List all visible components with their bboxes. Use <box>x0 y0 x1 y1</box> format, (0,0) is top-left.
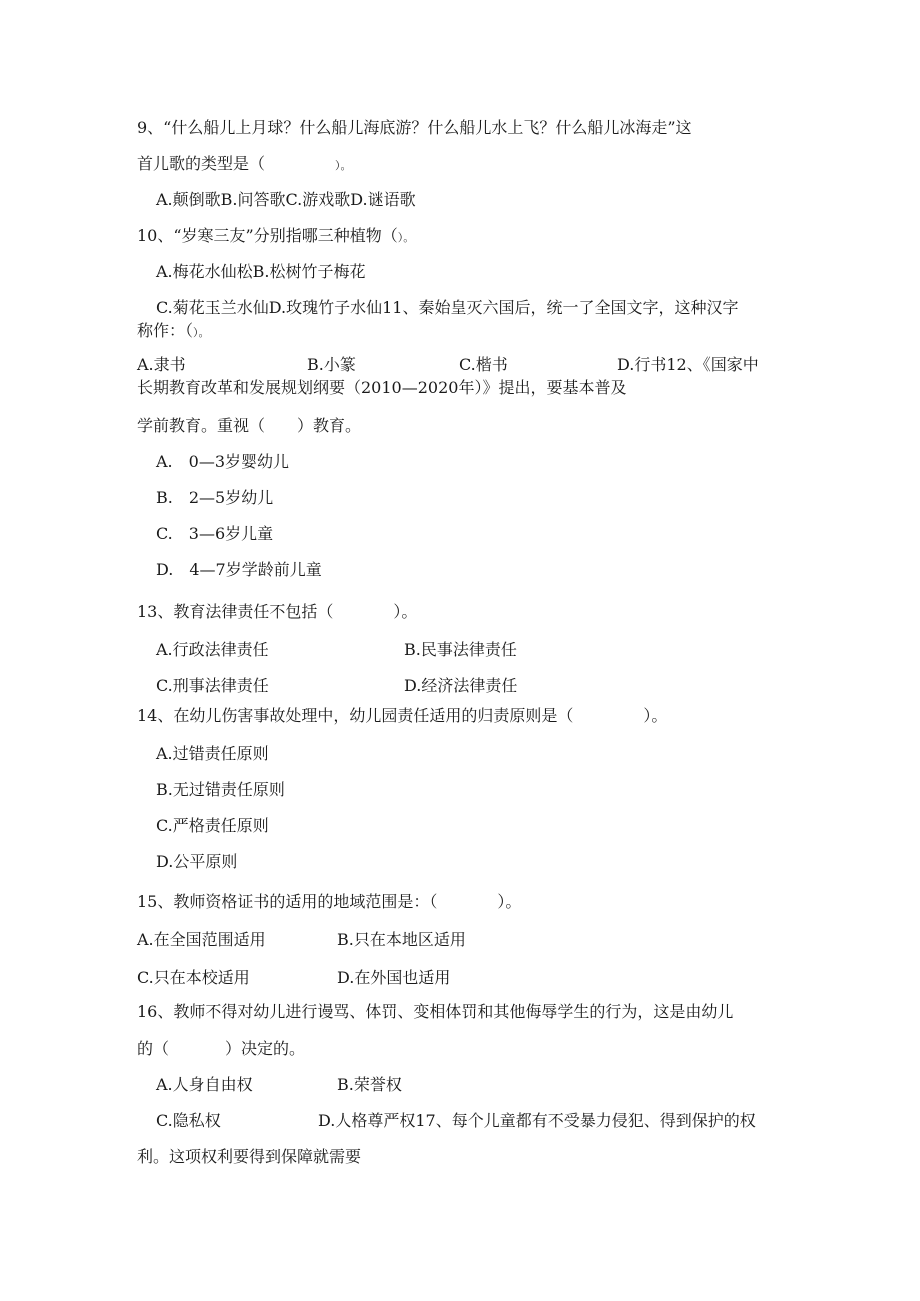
q15-option-a: A.在全国范围适用 <box>137 930 266 949</box>
q12-stem-line2: 长期教育改革和发展规划纲要（2010—2020年）》提出，要基本普及 <box>137 378 627 397</box>
q13-stem <box>137 602 417 622</box>
q16-stem-end: ）决定的。 <box>225 1039 306 1058</box>
q14-stem-text: 14、在幼儿伤害事故处理中，幼儿园责任适用的归责原则是（ <box>137 706 574 725</box>
q10-options-cd-q11-stem: C.菊花玉兰水仙D.玫瑰竹子水仙11、秦始皇灭六国后，统一了全国文字，这种汉字 <box>156 298 739 317</box>
q13-option-c: C.刑事法律责任 <box>156 676 269 695</box>
q14-option-b: B.无过错责任原则 <box>156 780 285 799</box>
q11-stem-end: ）。 <box>193 326 210 339</box>
q15-stem-end: ）。 <box>497 892 522 911</box>
q16-option-a: A.人身自由权 <box>156 1075 253 1094</box>
q16-option-d-q17-stem: D.人格尊严权17、每个儿童都有不受暴力侵犯、得到保护的权 <box>318 1111 756 1130</box>
q16-option-b: B.荣誉权 <box>337 1075 402 1094</box>
q13-stem-text: 13、教育法律责任不包括（ <box>137 602 334 621</box>
q14-option-d: D.公平原则 <box>156 852 238 871</box>
q11-option-a: A.隶书 <box>137 355 186 374</box>
q14-option-c: C.严格责任原则 <box>156 816 269 835</box>
q16-stem-line1: 16、教师不得对幼儿进行谩骂、体罚、变相体罚和其他侮辱学生的行为，这是由幼儿 <box>137 1002 734 1021</box>
q13-option-d: D.经济法律责任 <box>404 676 518 695</box>
q10-stem-text: 10、“岁寒三友”分别指哪三种植物（ <box>137 226 398 245</box>
q13-option-b: B.民事法律责任 <box>404 640 517 659</box>
q14-stem-end: ）。 <box>643 706 668 725</box>
q13-stem-end: ）。 <box>393 602 418 621</box>
q10-stem <box>137 226 414 248</box>
q12-option-b: B. 2—5岁幼儿 <box>156 488 274 507</box>
q16-option-c: C.隐私权 <box>156 1111 221 1130</box>
q14-stem <box>137 706 667 726</box>
q10-stem-end: ）。 <box>397 231 415 244</box>
q14-option-a: A.过错责任原则 <box>156 744 269 763</box>
q11-stem-line2 <box>137 321 210 343</box>
q15-option-b: B.只在本地区适用 <box>337 930 466 949</box>
q11-option-d-q12-stem: D.行书12、《国家中 <box>617 355 759 374</box>
q11-option-c: C.楷书 <box>459 355 508 374</box>
q11-stem-text: 称作：（ <box>137 321 194 340</box>
q12-option-c: C. 3—6岁儿童 <box>156 524 274 543</box>
q9-stem-line2-text: 首儿歌的类型是（ <box>137 154 266 173</box>
q15-option-c: C.只在本校适用 <box>137 968 250 987</box>
q9-stem-line2 <box>137 154 352 176</box>
q16-stem-text: 的（ <box>137 1039 170 1058</box>
q16-stem-line2 <box>137 1039 305 1059</box>
q13-option-a: A.行政法律责任 <box>156 640 269 659</box>
q12-option-d: D. 4—7岁学龄前儿童 <box>156 560 322 579</box>
q11-option-b: B.小篆 <box>307 355 356 374</box>
q15-stem <box>137 892 521 912</box>
q9-options: A.颠倒歌B.问答歌C.游戏歌D.谜语歌 <box>156 190 416 209</box>
q9-stem-line1: 9、“什么船儿上月球？什么船儿海底游？什么船儿水上飞？什么船儿冰海走”这 <box>137 118 692 137</box>
q15-stem-text: 15、教师资格证书的适用的地域范围是：（ <box>137 892 438 911</box>
q10-options-ab: A.梅花水仙松B.松树竹子梅花 <box>156 262 366 281</box>
q9-stem-line2-end: ）。 <box>335 159 352 172</box>
q15-option-d: D.在外国也适用 <box>337 968 451 987</box>
q12-option-a: A. 0—3岁婴幼儿 <box>156 452 290 471</box>
q12-stem-line3: 学前教育。重视（ ）教育。 <box>137 416 362 435</box>
q17-stem-line2: 利。这项权利要得到保障就需要 <box>137 1147 362 1166</box>
